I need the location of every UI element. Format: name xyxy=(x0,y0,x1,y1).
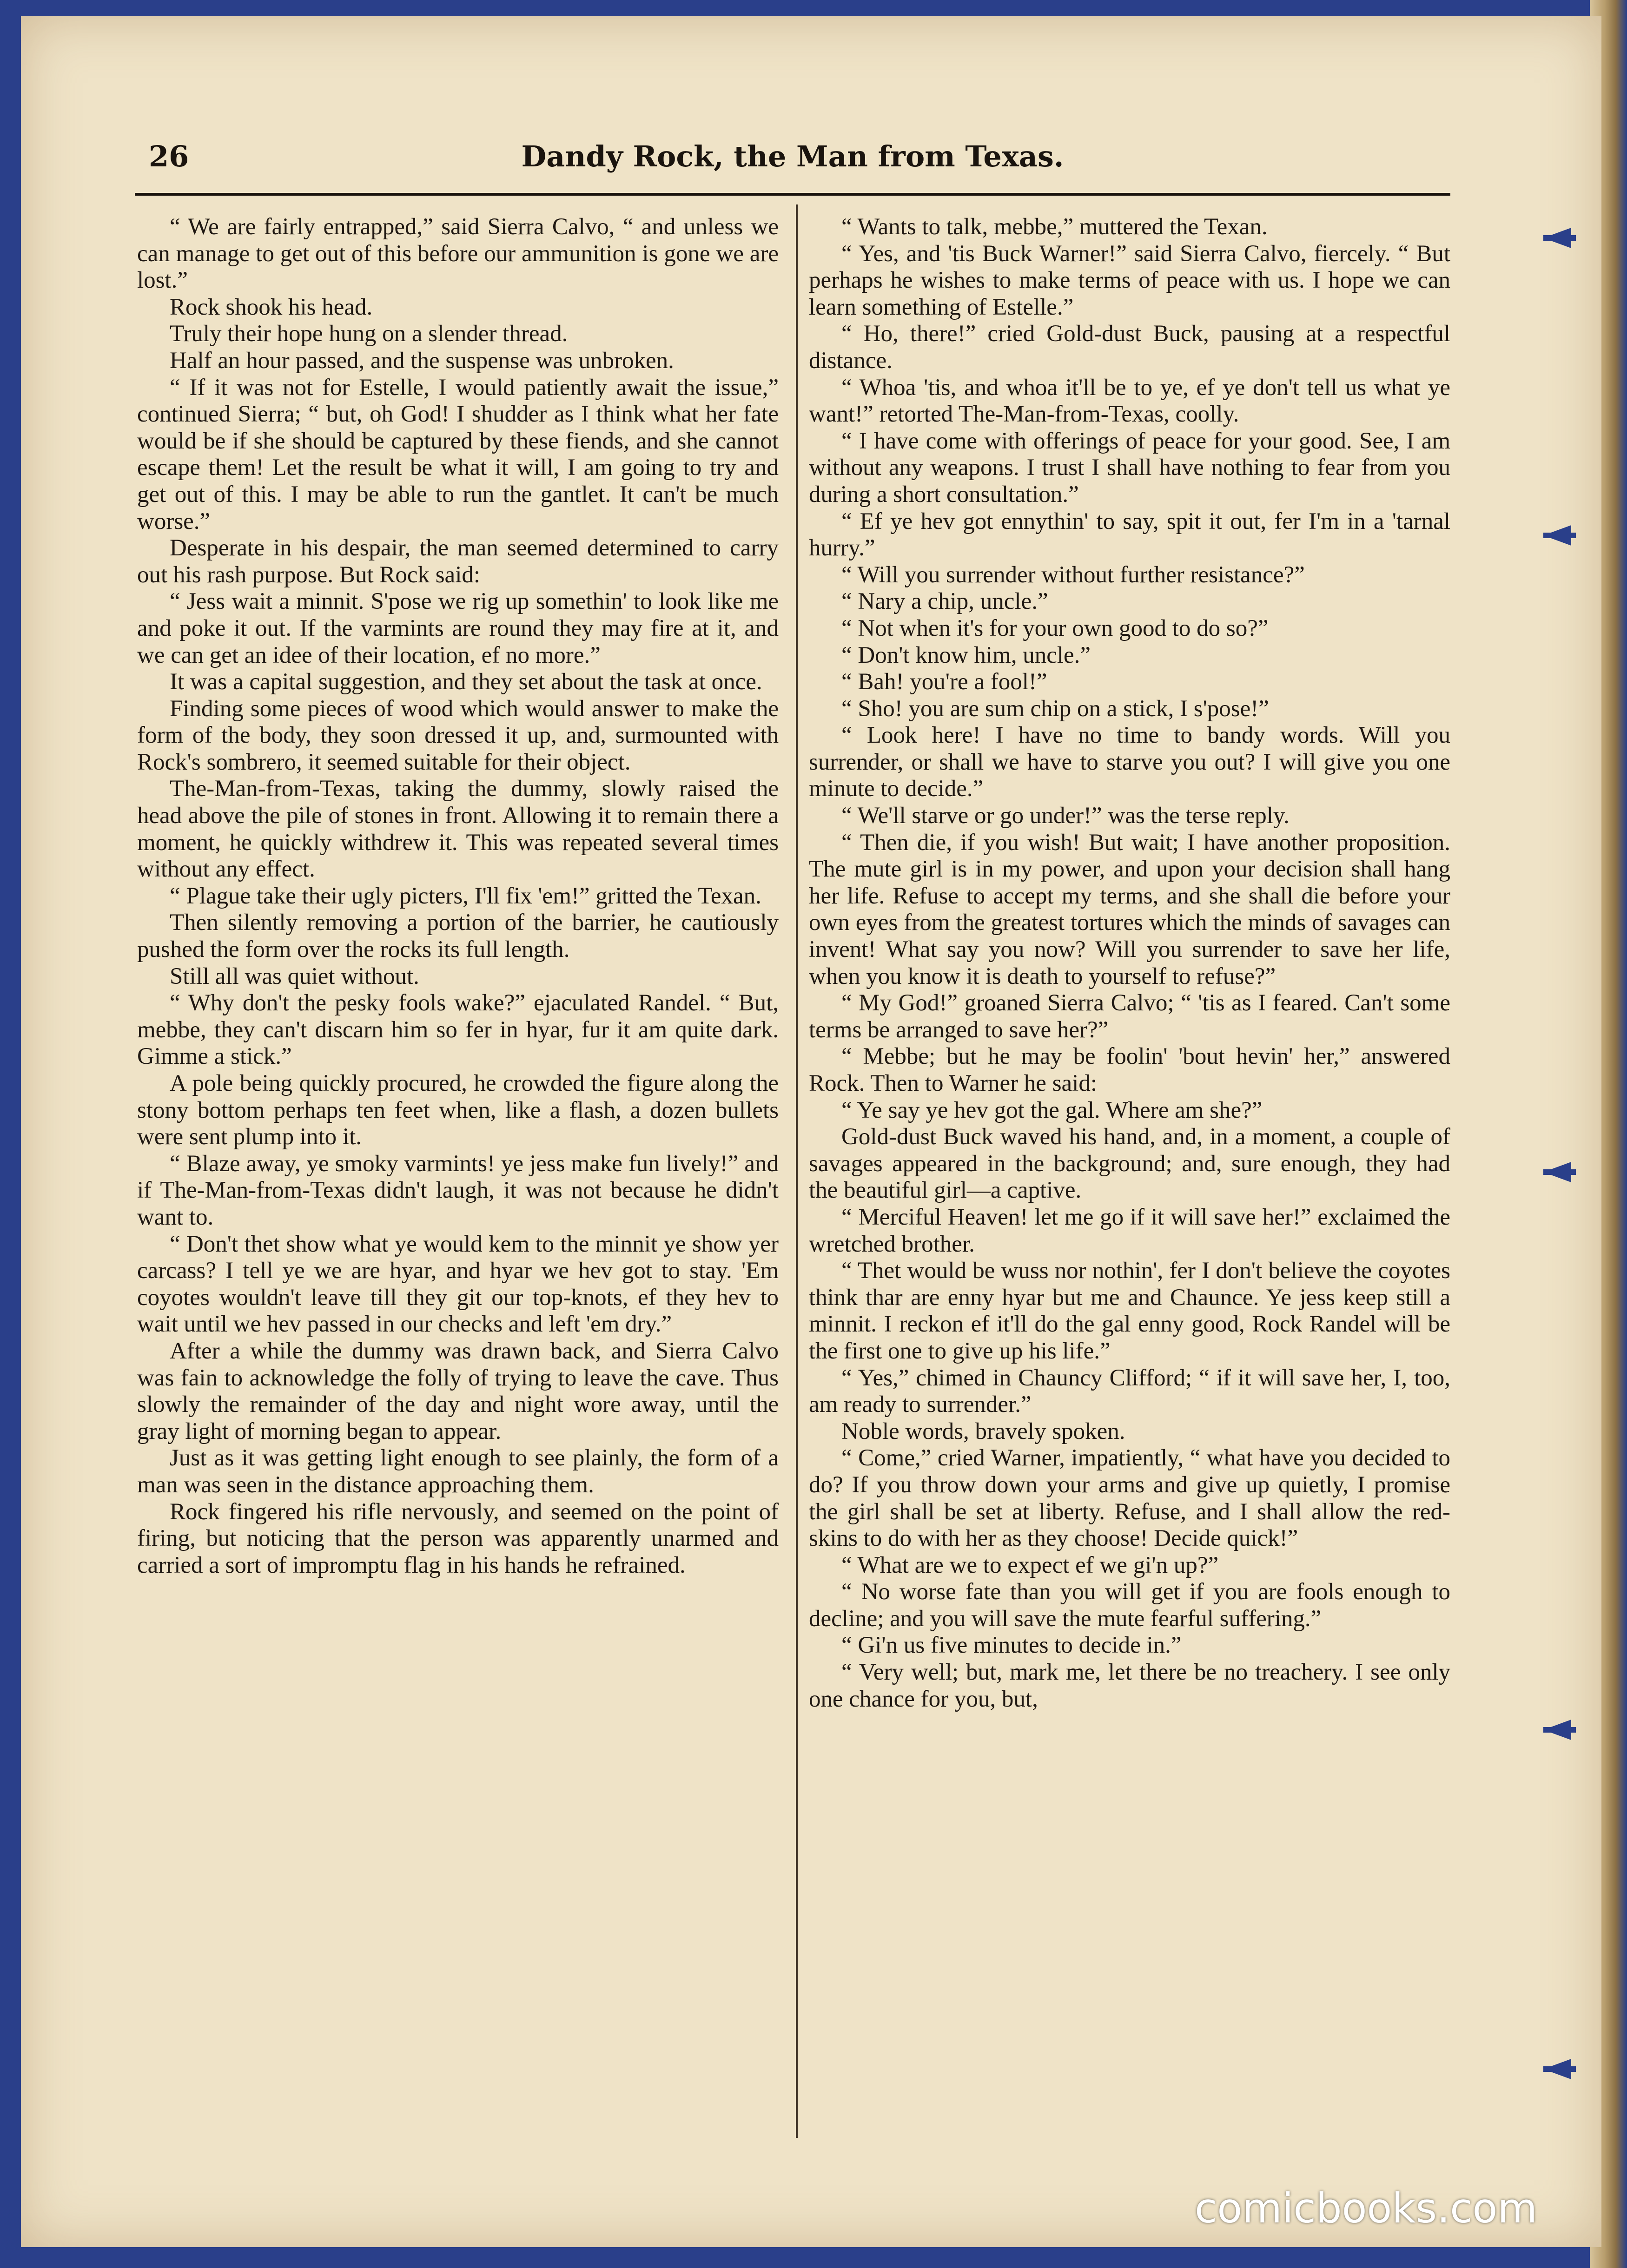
paragraph: “ If it was not for Estelle, I would patiently await the issue,” continued Sierra; “ but, oh God! I shudder as I think what her fate would be if she should be captured by these fiends, and she cannot escape them! Let the result be what it will, I am going to try and get out of this. I may be able to run the gantlet. It can't be much worse.” xyxy=(137,374,779,534)
binding-staple-icon xyxy=(1543,228,1571,248)
paragraph: “ What are we to expect ef we gi'n up?” xyxy=(841,1552,1219,1578)
paragraph: “ Blaze away, ye smoky varmints! ye jess make fun lively!” and if The-Man-from-Texas didn't laugh, it was not because he didn't want to. xyxy=(137,1150,779,1230)
paragraph: “ Ef ye hev got ennythin' to say, spit it out, fer I'm in a 'tarnal hurry.” xyxy=(809,508,1450,561)
paragraph: It was a capital suggestion, and they set about the task at once. xyxy=(170,669,762,695)
paragraph: “ Don't thet show what ye would kem to the minnit ye show yer carcass? I tell ye we are hyar, and hyar we hev got to stay. 'Em coyotes wouldn't leave till they git our top-knots, ef they hev to wait until we hev passed in our checks and left 'em dry.” xyxy=(137,1231,779,1338)
paragraph: “ Jess wait a minnit. S'pose we rig up somethin' to look like me and poke it out. If the varmints are round they may fire at it, and we can get an idee of their location, ef no more.” xyxy=(137,588,779,668)
watermark: comicbooks.com xyxy=(1195,2184,1538,2232)
binding-staple-icon xyxy=(1543,1720,1571,1740)
paragraph: A pole being quickly procured, he crowded the figure along the stony bottom perhaps ten feet when, like a flash, a dozen bullets were sent plump into it. xyxy=(137,1070,779,1150)
paragraph: The-Man-from-Texas, taking the dummy, slowly raised the head above the pile of stones in front. Allowing it to remain there a moment, he quickly withdrew it. This was repeated several times without any effect. xyxy=(137,776,779,883)
paragraph: “ Thet would be wuss nor nothin', fer I don't believe the coyotes think thar are enny hyar but me and Chaunce. Ye jess keep still a minnit. I reckon ef it'll do the gal enny good, Rock Randel will be the first one to give up his life.” xyxy=(809,1258,1450,1364)
paragraph: Gold-dust Buck waved his hand, and, in a moment, a couple of savages appeared in the background; and, sure enough, they had the beautiful girl—a captive. xyxy=(809,1124,1450,1204)
column-divider xyxy=(796,204,798,2138)
paragraph: Truly their hope hung on a slender thread. xyxy=(170,321,568,347)
paragraph: “ Sho! you are sum chip on a stick, I s'pose!” xyxy=(841,695,1269,722)
paragraph: Rock shook his head. xyxy=(170,294,373,320)
paragraph: “ Ho, there!” cried Gold-dust Buck, pausing at a respectful distance. xyxy=(809,321,1450,374)
binding-staple-icon xyxy=(1543,525,1571,546)
paragraph: Half an hour passed, and the suspense was unbroken. xyxy=(170,347,674,374)
page-number: 26 xyxy=(149,139,189,173)
paragraph: “ My God!” groaned Sierra Calvo; “ 'tis as I feared. Can't some terms be arranged to save her?” xyxy=(809,990,1450,1043)
paragraph: “ Then die, if you wish! But wait; I have another proposition. The mute girl is in my power, and upon your decision shall hang her life. Refuse to accept my terms, and she shall die before your own eyes from the greatest tortures which the minds of savages can invent! What say you now? Will you surrender to save her life, when you know it is death to yourself to refuse?” xyxy=(809,829,1450,989)
paragraph: “ Ye say ye hev got the gal. Where am she?” xyxy=(841,1097,1263,1123)
paragraph: “ Mebbe; but he may be foolin' 'bout hevin' her,” answered Rock. Then to Warner he said: xyxy=(809,1043,1450,1096)
paragraph: “ Very well; but, mark me, let there be no treachery. I see only one chance for you, but, xyxy=(809,1659,1450,1712)
paragraph: Rock fingered his rifle nervously, and seemed on the point of firing, but noticing that the person was apparently unarmed and carried a sort of impromptu flag in his hands he refrained. xyxy=(137,1498,779,1578)
paragraph: “ Will you surrender without further resistance?” xyxy=(841,561,1305,588)
paragraph: Finding some pieces of wood which would answer to make the form of the body, they soon dressed it up, and, surmounted with Rock's sombrero, it seemed suitable for their object. xyxy=(137,695,779,775)
binding-staple-icon xyxy=(1543,1162,1571,1182)
paragraph: Desperate in his despair, the man seemed determined to carry out his rash purpose. But Rock said: xyxy=(137,535,779,588)
paragraph: “ Not when it's for your own good to do so?” xyxy=(841,615,1269,641)
paragraph: “ Don't know him, uncle.” xyxy=(841,642,1091,668)
header-rule xyxy=(135,193,1450,196)
paragraph: “ Yes, and 'tis Buck Warner!” said Sierra Calvo, fiercely. “ But perhaps he wishes to make terms of peace with us. I hope we can learn something of Estelle.” xyxy=(809,240,1450,320)
running-title: Dandy Rock, the Man from Texas. xyxy=(521,139,1064,173)
paragraph: After a while the dummy was drawn back, and Sierra Calvo was fain to acknowledge the folly of trying to leave the cave. Thus slowly the remainder of the day and night wore away, until the gray light of morning began to appear. xyxy=(137,1338,779,1444)
right-column xyxy=(809,214,1450,1713)
paragraph: “ Gi'n us five minutes to decide in.” xyxy=(841,1632,1182,1659)
paragraph: “ I have come with offerings of peace for your good. See, I am without any weapons. I trust I shall have nothing to fear from you during a short consultation.” xyxy=(809,428,1450,508)
left-column xyxy=(137,214,779,1579)
paragraph: Noble words, bravely spoken. xyxy=(841,1418,1125,1444)
paragraph: “ Why don't the pesky fools wake?” ejaculated Randel. “ But, mebbe, they can't discarn him so fer in hyar, fur it am quite dark. Gimme a stick.” xyxy=(137,990,779,1070)
paragraph: “ We are fairly entrapped,” said Sierra Calvo, “ and unless we can manage to get out of this before our ammunition is gone we are lost.” xyxy=(137,214,779,294)
paragraph: “ Plague take their ugly picters, I'll fix 'em!” gritted the Texan. xyxy=(170,883,761,909)
paragraph: “ Come,” cried Warner, impatiently, “ what have you decided to do? If you throw down your arms and give up quietly, I promise the girl shall be set at liberty. Refuse, and I shall allow the red-skins to do with her as they choose! Decide quick!” xyxy=(809,1445,1450,1552)
paragraph: “ Merciful Heaven! let me go if it will save her!” exclaimed the wretched brother. xyxy=(809,1204,1450,1257)
paragraph: “ Wants to talk, mebbe,” muttered the Texan. xyxy=(841,214,1268,240)
paragraph: “ We'll starve or go under!” was the terse reply. xyxy=(841,803,1290,829)
paragraph: “ Yes,” chimed in Chauncy Clifford; “ if it will save her, I, too, am ready to surrender.” xyxy=(809,1365,1450,1418)
binding-staple-icon xyxy=(1543,2059,1571,2079)
paragraph: “ Nary a chip, uncle.” xyxy=(841,588,1048,615)
paragraph: “ Bah! you're a fool!” xyxy=(841,669,1047,695)
paragraph: “ Whoa 'tis, and whoa it'll be to ye, ef ye don't tell us what ye want!” retorted The-Man-from-Texas, coolly. xyxy=(809,374,1450,428)
paragraph: “ Look here! I have no time to bandy words. Will you surrender, or shall we have to starve you out? I will give you one minute to decide.” xyxy=(809,722,1450,802)
paragraph: Just as it was getting light enough to see plainly, the form of a man was seen in the distance approaching them. xyxy=(137,1445,779,1498)
paragraph: “ No worse fate than you will get if you are fools enough to decline; and you will save the mute fearful suffering.” xyxy=(809,1579,1450,1632)
paragraph: Still all was quiet without. xyxy=(170,963,419,989)
page-header xyxy=(135,135,1450,195)
paragraph: Then silently removing a portion of the barrier, he cautiously pushed the form over the rocks its full length. xyxy=(137,910,779,963)
